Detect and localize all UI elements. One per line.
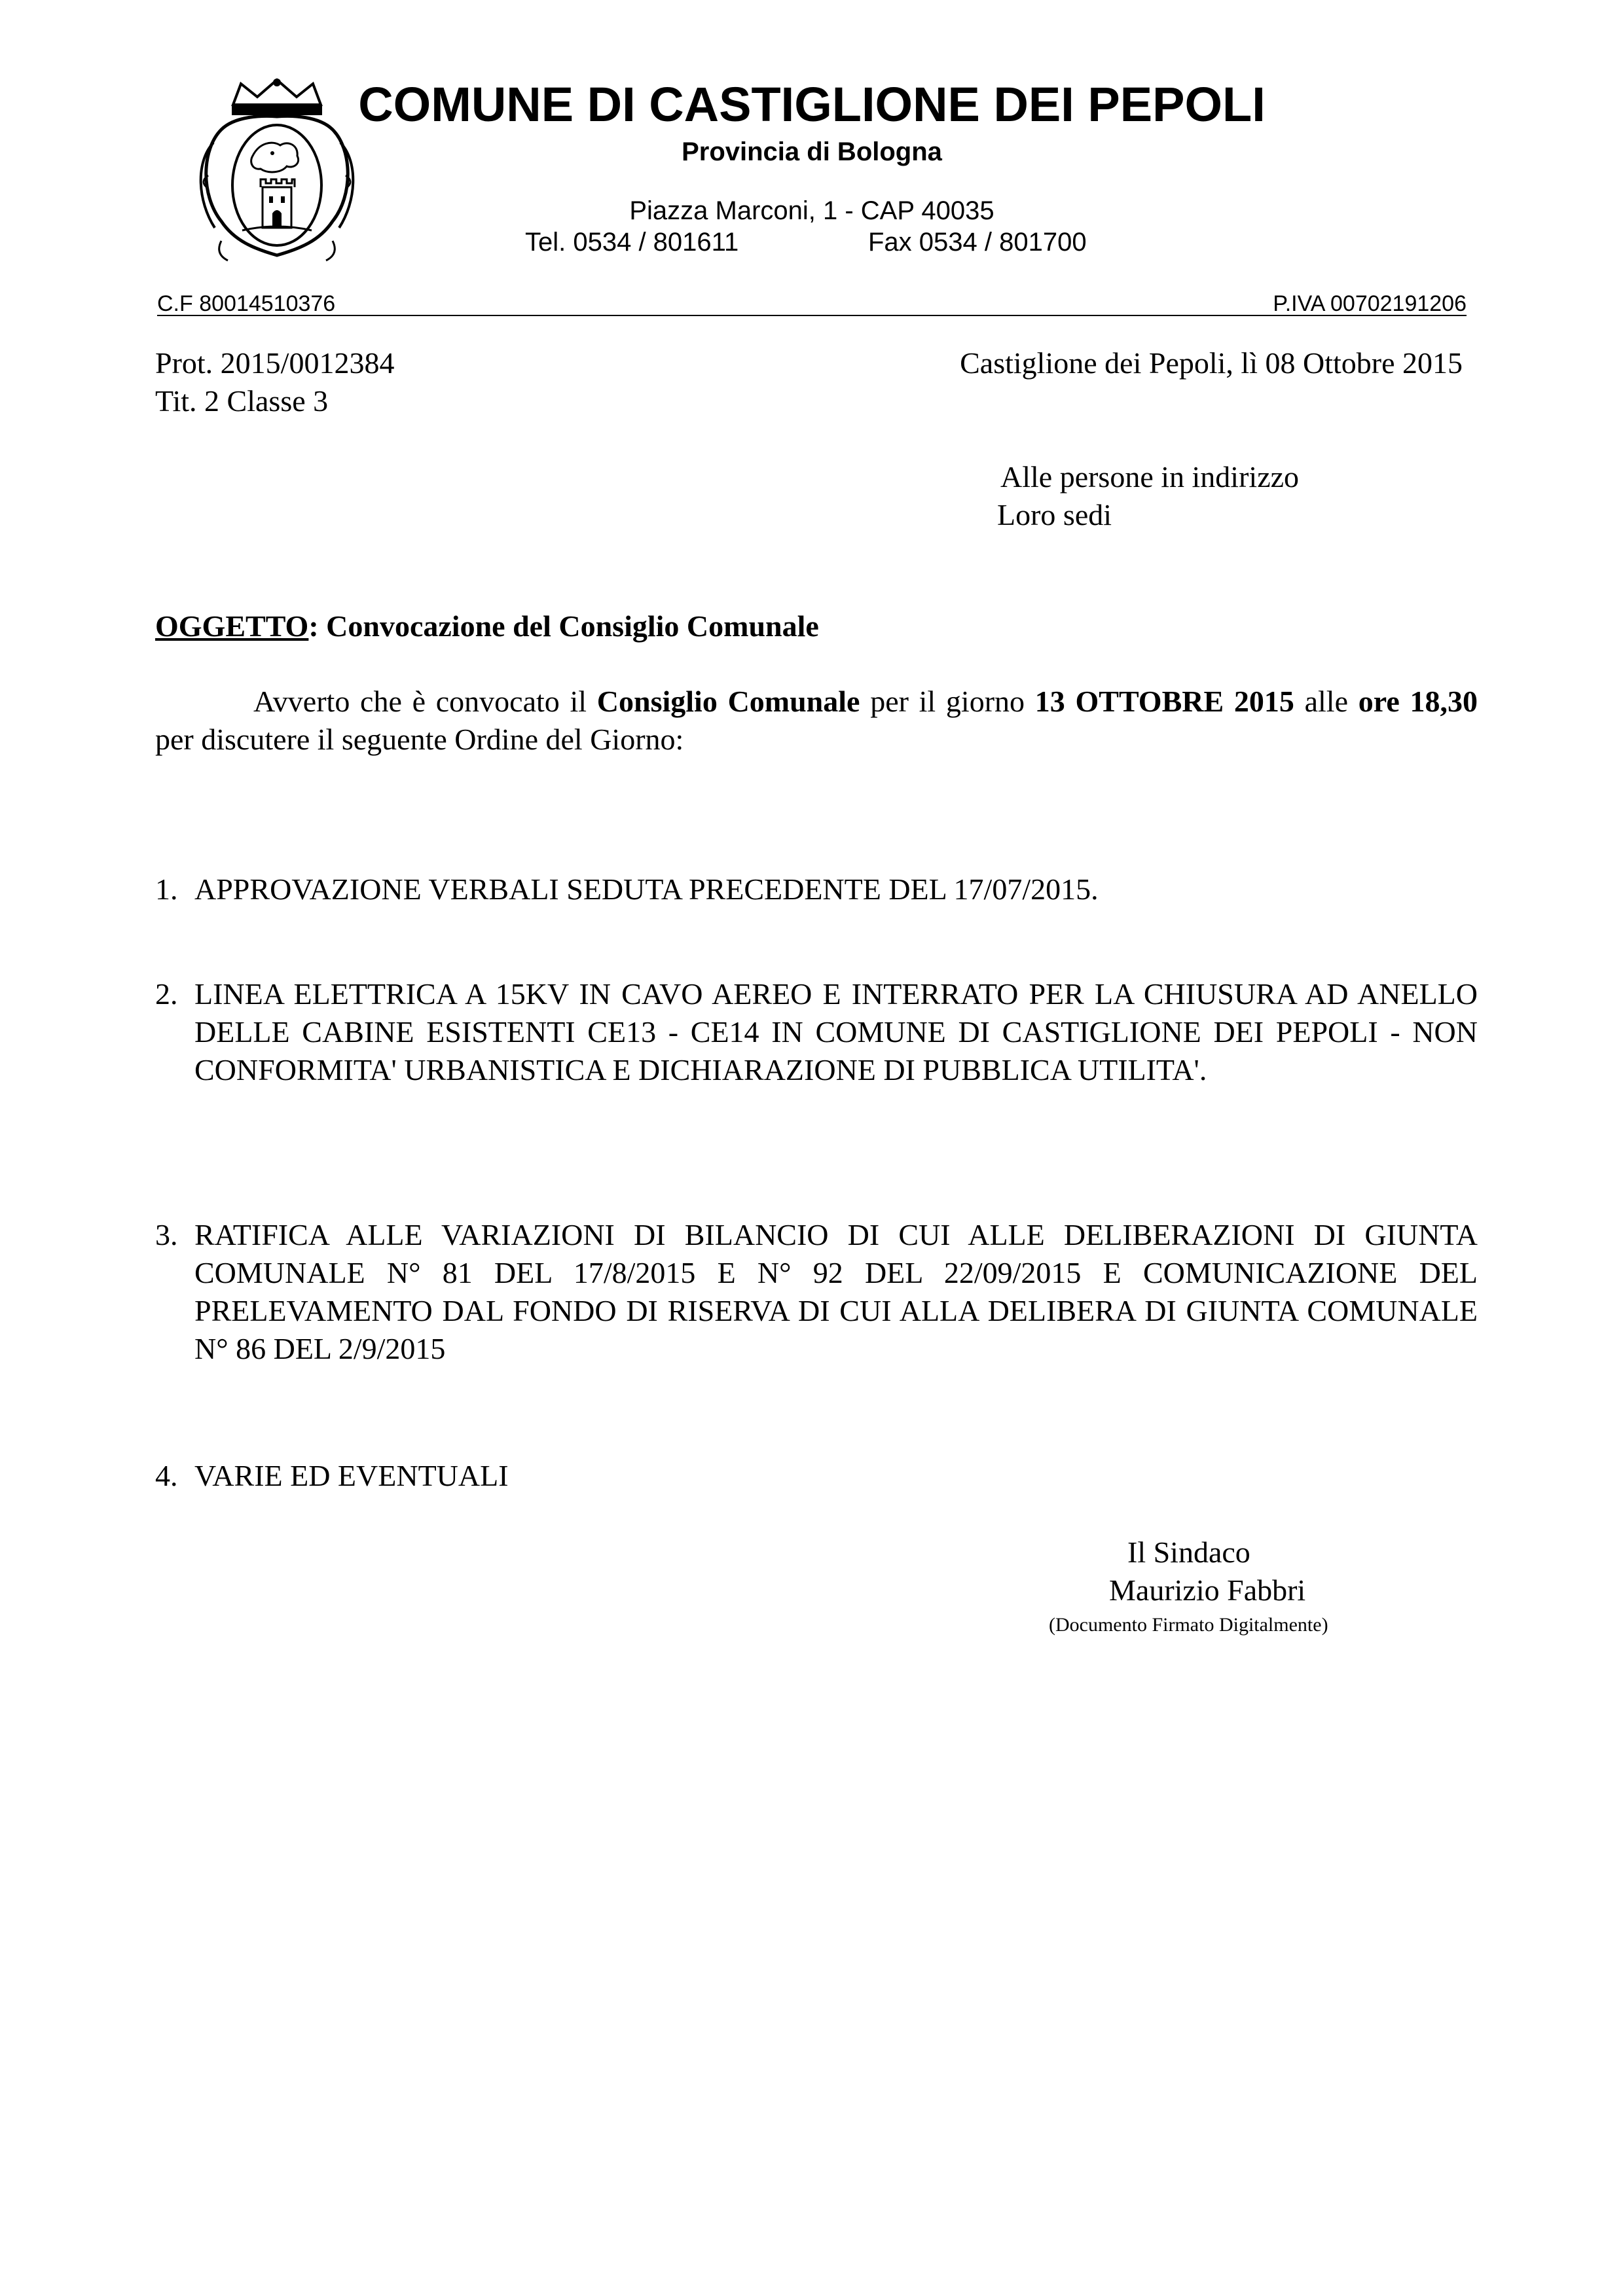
intro-time: ore 18,30 (1358, 685, 1478, 718)
digital-signature-note: (Documento Firmato Digitalmente) (1049, 1614, 1328, 1636)
place-and-date: Castiglione dei Pepoli, lì 08 Ottobre 2015 (960, 346, 1463, 380)
agenda-text: VARIE ED EVENTUALI (194, 1459, 509, 1492)
signature-role: Il Sindaco (1127, 1535, 1250, 1569)
fax: Fax 0534 / 801700 (868, 228, 1087, 257)
agenda-text: APPROVAZIONE VERBALI SEDUTA PRECEDENTE DEL 17/07/2015. (194, 872, 1099, 906)
agenda-item (155, 870, 1478, 908)
agenda-item (155, 975, 1478, 1089)
intro-council: Consiglio Comunale (596, 685, 860, 718)
agenda-number: 4. (155, 1459, 178, 1492)
header-divider (157, 315, 1467, 316)
agenda-item (155, 1216, 1478, 1368)
intro-paragraph (155, 683, 1478, 759)
protocol-number: Prot. 2015/0012384 (155, 346, 395, 380)
intro-text: alle (1294, 685, 1359, 718)
subject-text: Convocazione del Consiglio Comunale (326, 609, 819, 643)
vat-number: P.IVA 00702191206 (1273, 291, 1467, 316)
subject-label: OGGETTO (155, 609, 309, 643)
intro-date: 13 OTTOBRE 2015 (1034, 685, 1294, 718)
agenda-text: LINEA ELETTRICA A 15KV IN CAVO AEREO E INTERRATO PER LA CHIUSURA AD ANELLO DELLE CABINE ESISTENTI CE13 - CE14 IN COMUNE DI CASTIGLIONE DEI PEPOLI - NON CONFORMITA' URBANISTICA E DICHIARAZIONE DI PUBBLICA UTILITA'. (194, 977, 1478, 1086)
municipality-title: COMUNE DI CASTIGLIONE DEI PEPOLI (358, 77, 1266, 132)
intro-text: per il giorno (860, 685, 1035, 718)
intro-text: Avverto che è convocato il (253, 685, 597, 718)
intro-text: per discutere il seguente Ordine del Giorno: (155, 723, 684, 756)
recipient-line: Alle persone in indirizzo (1000, 460, 1300, 493)
address-line: Piazza Marconi, 1 - CAP 40035 (629, 196, 994, 225)
classification: Tit. 2 Classe 3 (155, 384, 329, 418)
province-subtitle: Provincia di Bologna (682, 137, 942, 166)
subject-line (155, 607, 819, 645)
agenda-number: 1. (155, 872, 178, 906)
fiscal-code: C.F 80014510376 (157, 291, 336, 316)
agenda-text: RATIFICA ALLE VARIAZIONI DI BILANCIO DI CUI ALLE DELIBERAZIONI DI GIUNTA COMUNALE N° 81 DEL 17/8/2015 E N° 92 DEL 22/09/2015 E COMUNICAZIONE DEL PRELEVAMENTO DAL FONDO DI RISERVA DI CUI ALLA DELIBERA DI GIUNTA COMUNALE N° 86 DEL 2/9/2015 (194, 1218, 1478, 1365)
telephone: Tel. 0534 / 801611 (525, 228, 739, 257)
agenda-item (155, 1457, 1478, 1495)
agenda-number: 3. (155, 1218, 178, 1251)
agenda-number: 2. (155, 977, 178, 1011)
signature-name: Maurizio Fabbri (1109, 1573, 1306, 1607)
subject-separator: : (308, 609, 327, 643)
recipient-line: Loro sedi (997, 498, 1112, 531)
